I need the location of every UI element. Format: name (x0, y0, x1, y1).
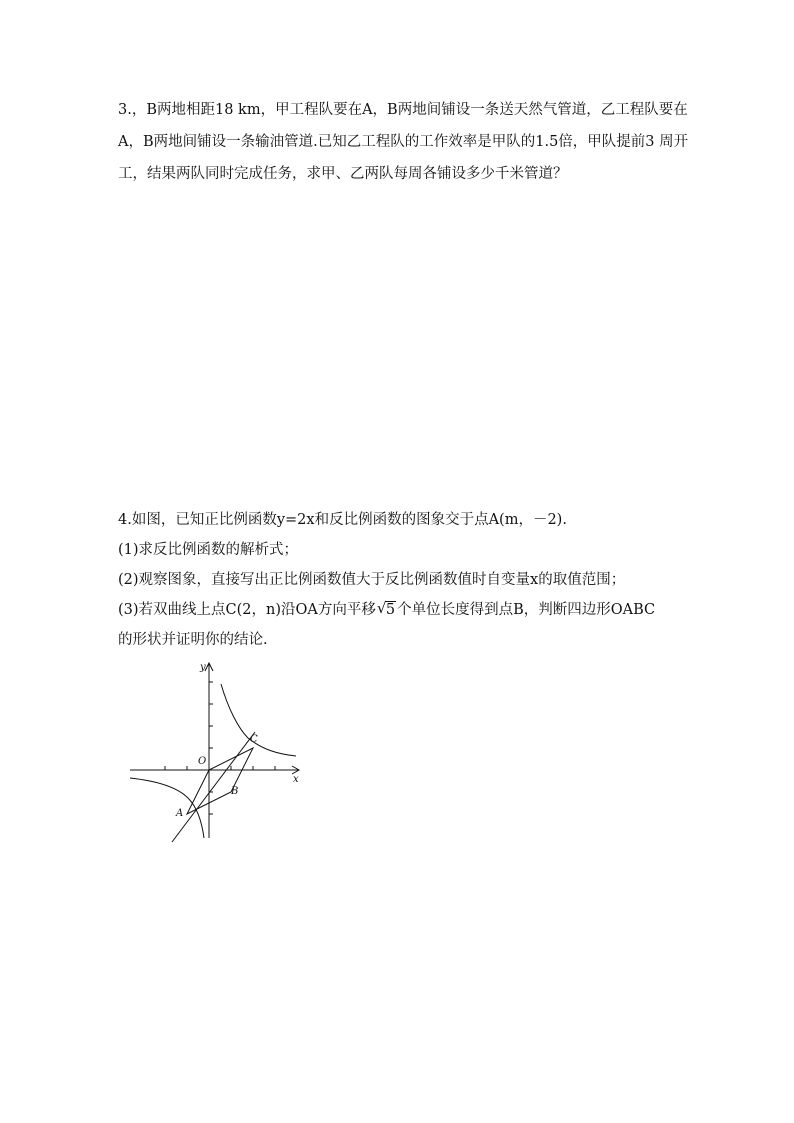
question-4 (118, 505, 708, 655)
function-graph-figure (128, 658, 308, 843)
line-y-2x (172, 732, 255, 842)
point-c-label: C (250, 734, 258, 745)
origin-label: O (198, 756, 207, 767)
part-3-text-after: 个单位长度得到点B，判断四边形OABC (397, 602, 656, 618)
question-4-part-2: (2)观察图象，直接写出正比例函数值大于反比例函数值时自变量x的取值范围； (118, 572, 626, 588)
radical-sign: √ (376, 599, 387, 617)
y-axis-label: y (200, 662, 206, 673)
question-3-text: 3.，B两地相距18 km，甲工程队要在A，B两地间铺设一条送天然气管道，乙工程队要在A，B两地间铺设一条输油管道.已知乙工程队的工作效率是甲队的1.5倍，甲队提前3 周开工，结果两队同时完成任务，求甲、乙两队每周各铺设多少千米管道？ (118, 102, 689, 182)
hyperbola-branch-q1 (221, 684, 296, 756)
question-3 (118, 94, 703, 190)
quadrilateral-oabc (187, 748, 253, 814)
question-4-part-1: (1)求反比例函数的解析式； (118, 542, 299, 558)
question-4-part-3-continued: 的形状并证明你的结论. (118, 632, 268, 648)
point-b-label: B (231, 786, 239, 797)
x-axis-label: x (293, 774, 299, 785)
x-axis-ticks (165, 766, 275, 770)
hyperbola-branch-q3 (130, 778, 204, 838)
part-3-text-before: (3)若双曲线上点C(2，n)沿OA方向平移 (118, 602, 376, 618)
sqrt-radicand: 5 (385, 602, 396, 618)
question-4-stem: 4.如图，已知正比例函数y=2x和反比例函数的图象交于点A(m，－2). (118, 512, 567, 528)
point-a-label: A (176, 808, 184, 819)
y-axis-ticks (209, 682, 213, 814)
graph-svg (128, 658, 308, 843)
sqrt-symbol (377, 595, 396, 625)
question-4-part-3 (118, 595, 708, 625)
